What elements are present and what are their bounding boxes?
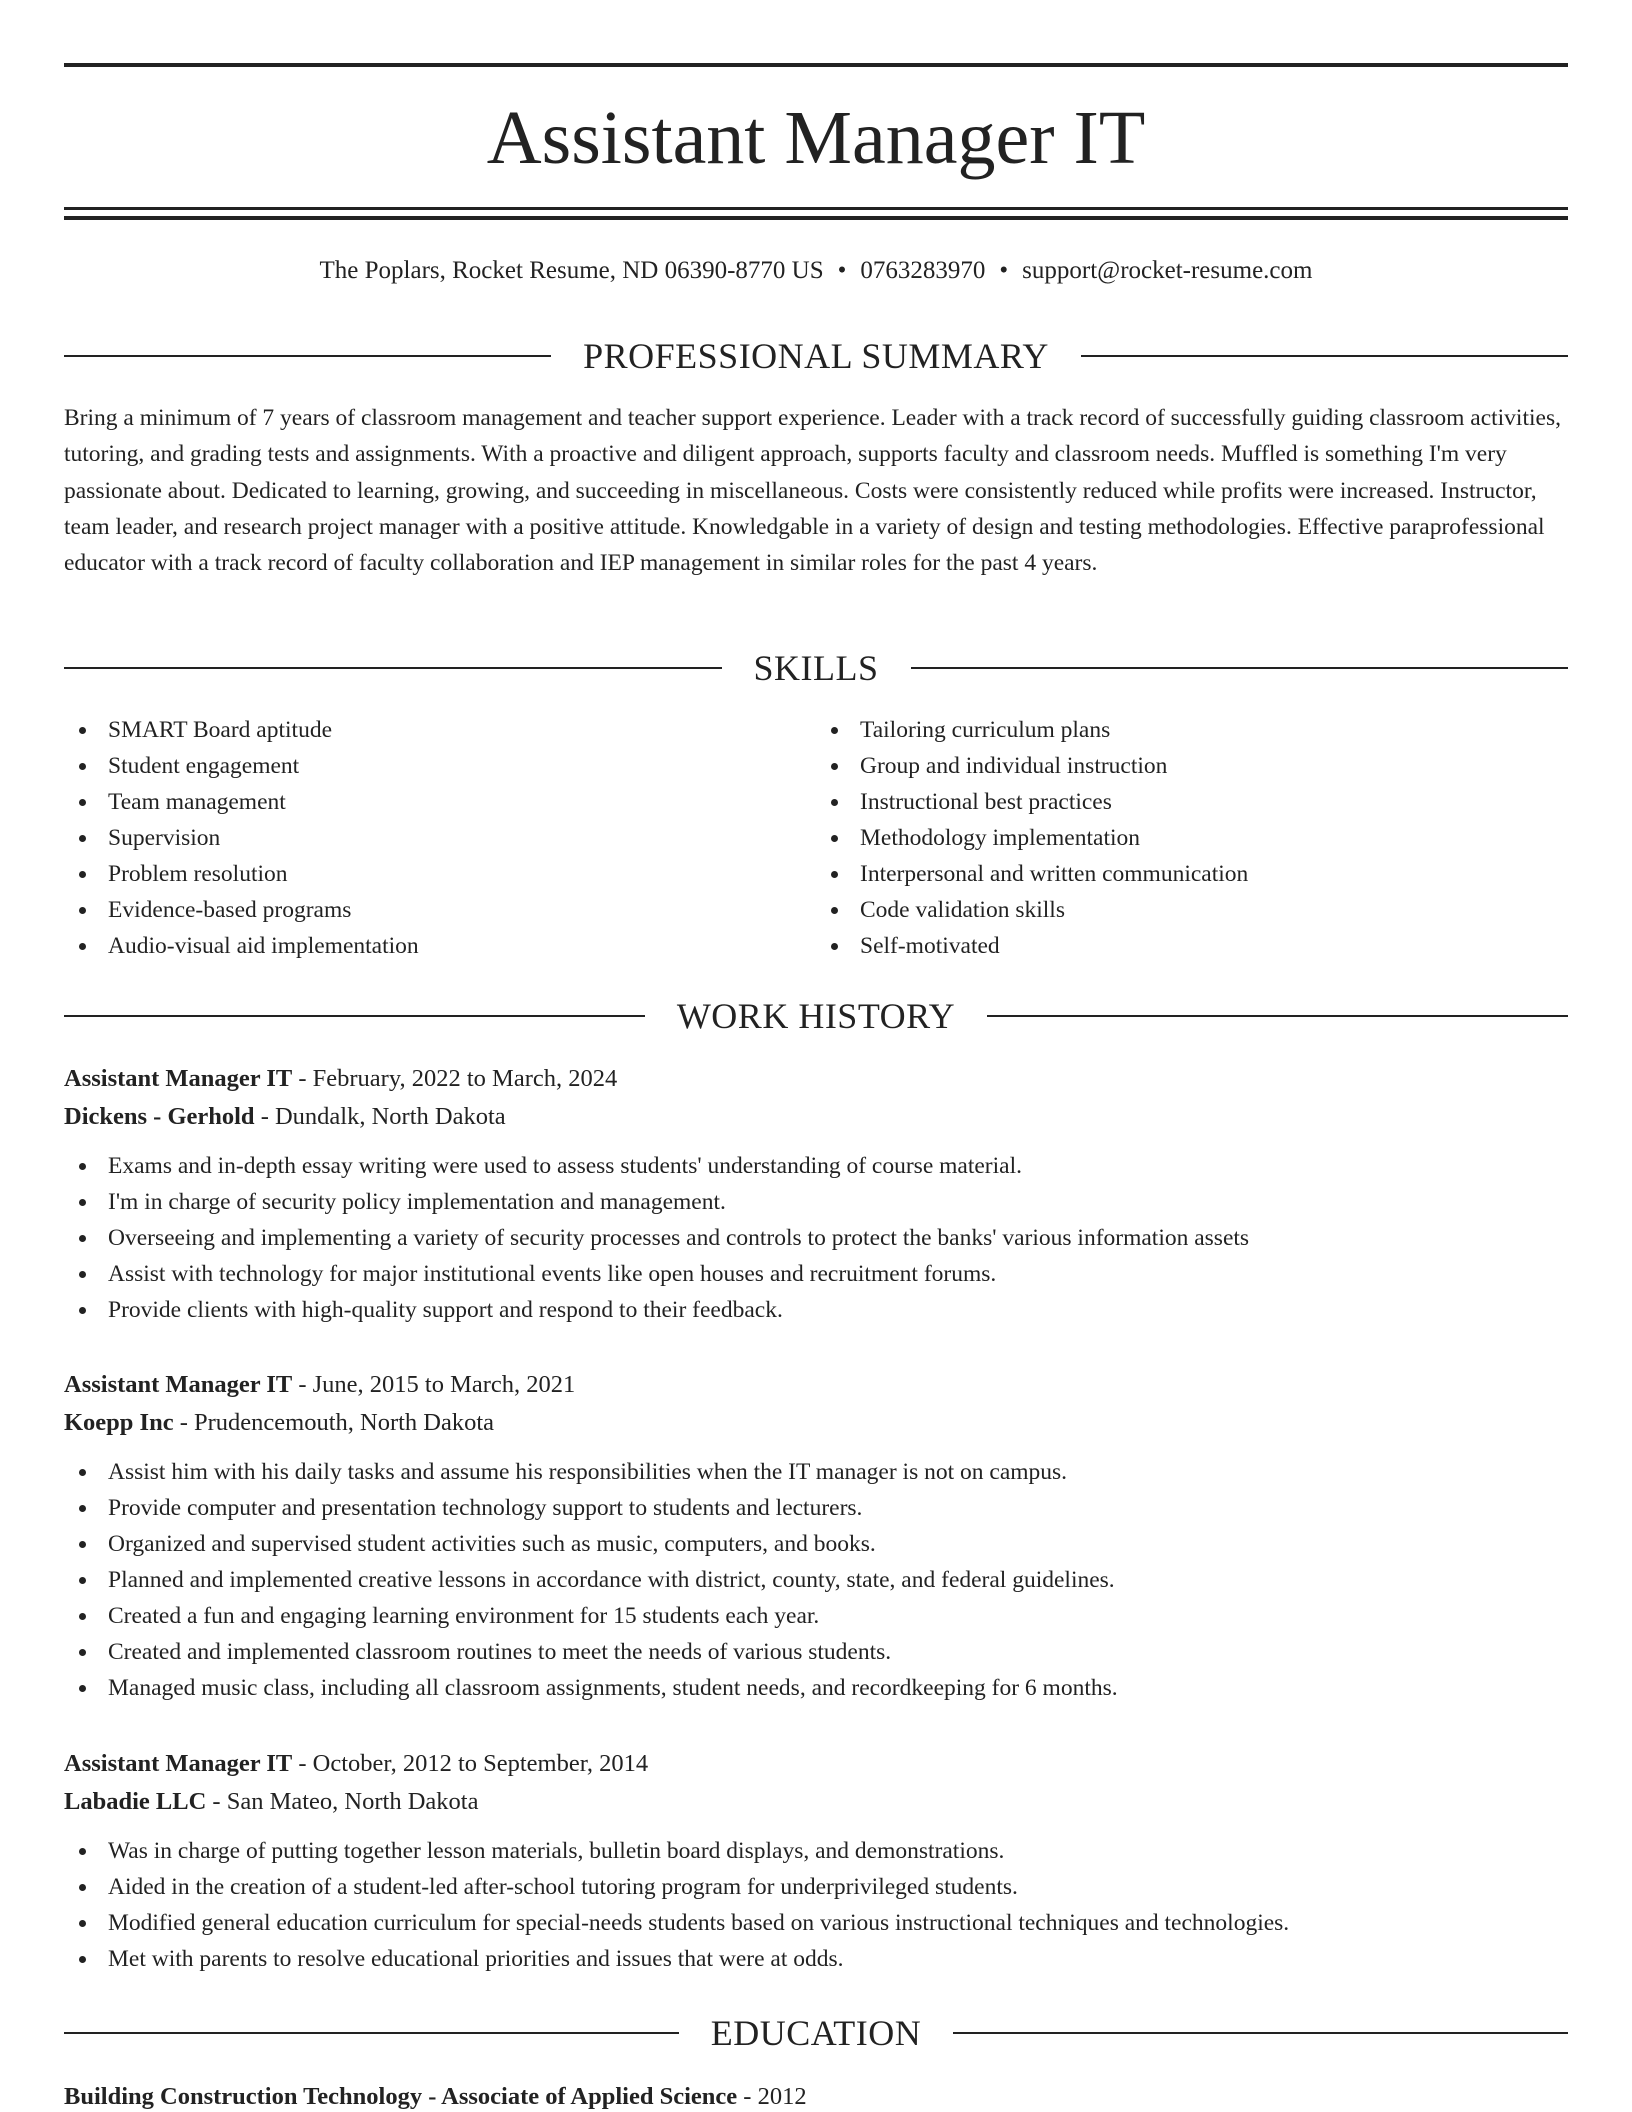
skill-item: Interpersonal and written communication (816, 856, 1568, 892)
heading-rule (987, 1015, 1568, 1017)
job-bullet: Created a fun and engaging learning environment for 15 students each year. (64, 1598, 1568, 1634)
job-company-line (64, 1404, 1568, 1442)
job-location: - Dundalk, North Dakota (254, 1103, 506, 1130)
education-heading: EDUCATION (710, 2013, 922, 2053)
job-title: Assistant Manager IT (64, 1065, 293, 1092)
skill-item: Instructional best practices (816, 784, 1568, 820)
heading-rule (64, 1015, 645, 1017)
job-company-line (64, 1098, 1568, 1136)
heading-rule (911, 667, 1569, 669)
heading-rule (64, 667, 722, 669)
job-bullet: Provide clients with high-quality support and respond to their feedback. (64, 1292, 1568, 1328)
skills-heading-row (64, 646, 1568, 690)
education-degree: Building Construction Technology - Associate of Applied Science (64, 2083, 738, 2110)
job-bullet: Assist him with his daily tasks and assume his responsibilities when the IT manager is not on campus. (64, 1454, 1568, 1490)
skill-item: Tailoring curriculum plans (816, 712, 1568, 748)
job-location: - Prudencemouth, North Dakota (173, 1409, 495, 1436)
job-bullet: Modified general education curriculum for special-needs students based on various instructional techniques and technologies. (64, 1905, 1568, 1941)
job-bullet: Aided in the creation of a student-led after-school tutoring program for underprivileged students. (64, 1869, 1568, 1905)
summary-heading-row (64, 334, 1568, 378)
contact-separator: • (837, 257, 847, 284)
heading-rule (953, 2032, 1568, 2034)
education-heading-row (64, 2011, 1568, 2055)
job-company: Labadie LLC (64, 1788, 207, 1815)
heading-rule (1081, 355, 1568, 357)
double-rule (64, 207, 1568, 220)
summary-heading: PROFESSIONAL SUMMARY (583, 336, 1049, 376)
job-dates: - October, 2012 to September, 2014 (292, 1750, 649, 1777)
contact-email: support@rocket-resume.com (1022, 257, 1313, 284)
job-bullet: I'm in charge of security policy implementation and management. (64, 1184, 1568, 1220)
education-year: - 2012 (737, 2083, 807, 2110)
job-bullet: Overseeing and implementing a variety of security processes and controls to protect the banks' various information assets (64, 1220, 1568, 1256)
skill-item: Problem resolution (64, 856, 816, 892)
job-company: Koepp Inc (64, 1409, 174, 1436)
contact-line (64, 254, 1568, 288)
heading-rule (64, 2032, 679, 2034)
job-company: Dickens - Gerhold (64, 1103, 255, 1130)
job-entry (64, 1745, 1568, 1977)
job-company-line (64, 1783, 1568, 1821)
job-bullet: Created and implemented classroom routines to meet the needs of various students. (64, 1634, 1568, 1670)
skill-item: Student engagement (64, 748, 816, 784)
job-bullets (64, 1833, 1568, 1977)
job-title: Assistant Manager IT (64, 1371, 293, 1398)
summary-text: Bring a minimum of 7 years of classroom management and teacher support experience. Leader with a track record of successfully guiding classroom activities, tutoring, and grading tests and assignments. With a proactive and diligent approach, supports faculty and classroom needs. Muffled is something I'm very passionate about. Dedicated to learning, growing, and succeeding in miscellaneous. Costs were consistently reduced while profits were increased. Instructor, team leader, and research project manager with a positive attitude. Knowledgable in a variety of design and testing methodologies. Effective paraprofessional educator with a track record of faculty collaboration and IEP management in similar roles for the past 4 years. (64, 405, 1561, 577)
contact-separator: • (999, 257, 1009, 284)
job-location: - San Mateo, North Dakota (206, 1788, 479, 1815)
skill-item: Group and individual instruction (816, 748, 1568, 784)
skill-item: Supervision (64, 820, 816, 856)
job-bullets (64, 1454, 1568, 1706)
skill-item: Methodology implementation (816, 820, 1568, 856)
skill-item: Audio-visual aid implementation (64, 928, 816, 964)
job-bullet: Assist with technology for major institutional events like open houses and recruitment forums. (64, 1256, 1568, 1292)
job-bullet: Managed music class, including all classroom assignments, student needs, and recordkeeping for 6 months. (64, 1670, 1568, 1706)
skills-right-column (816, 712, 1568, 964)
job-bullet: Organized and supervised student activities such as music, computers, and books. (64, 1526, 1568, 1562)
job-entry (64, 1060, 1568, 1328)
skill-item: Evidence-based programs (64, 892, 816, 928)
job-bullet: Met with parents to resolve educational priorities and issues that were at odds. (64, 1941, 1568, 1977)
job-entry (64, 1366, 1568, 1706)
heading-rule (64, 355, 551, 357)
job-bullet: Provide computer and presentation technology support to students and lecturers. (64, 1490, 1568, 1526)
skill-item: Code validation skills (816, 892, 1568, 928)
skills-left-column (64, 712, 816, 964)
work-heading-row (64, 994, 1568, 1038)
skills-columns (64, 712, 1568, 964)
contact-address: The Poplars, Rocket Resume, ND 06390-8770 US (319, 257, 824, 284)
job-bullet: Was in charge of putting together lesson materials, bulletin board displays, and demonstrations. (64, 1833, 1568, 1869)
job-title-line (64, 1366, 1568, 1404)
job-bullets (64, 1148, 1568, 1328)
job-dates: - June, 2015 to March, 2021 (292, 1371, 576, 1398)
top-rule (64, 63, 1568, 67)
skill-item: Team management (64, 784, 816, 820)
skill-item: Self-motivated (816, 928, 1568, 964)
skills-heading: SKILLS (753, 648, 879, 688)
work-heading: WORK HISTORY (676, 996, 956, 1036)
contact-phone: 0763283970 (860, 257, 986, 284)
skill-item: SMART Board aptitude (64, 712, 816, 748)
job-dates: - February, 2022 to March, 2024 (292, 1065, 618, 1092)
job-title-line (64, 1060, 1568, 1098)
job-title: Assistant Manager IT (64, 1750, 293, 1777)
job-bullet: Exams and in-depth essay writing were used to assess students' understanding of course material. (64, 1148, 1568, 1184)
job-bullet: Planned and implemented creative lessons in accordance with district, county, state, and federal guidelines. (64, 1562, 1568, 1598)
education-entry (64, 2078, 1568, 2112)
job-title-line (64, 1745, 1568, 1783)
resume-title: Assistant Manager IT (486, 96, 1146, 180)
